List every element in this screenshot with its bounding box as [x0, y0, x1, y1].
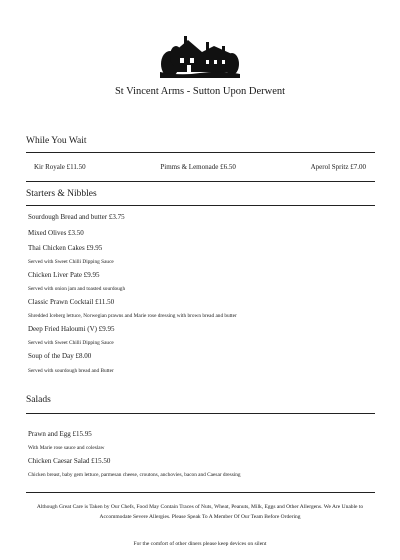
menu-item-name: Thai Chicken Cakes £9.95: [28, 244, 103, 252]
section-divider: [26, 205, 375, 206]
section-title-while-you-wait: While You Wait: [26, 136, 87, 146]
allergen-notice: Although Great Care is Taken by Our Chefs, Food May Contain Traces of Nuts, Wheat, Peanuts, Milk, Eggs and Other Allergens. We Are Unable to Accommodate Severe Allergies. Please Speak To A Member Of Our Team Before Ordering: [36, 504, 364, 520]
menu-item-description: Served with Sweet Chilli Dipping Sauce: [28, 340, 114, 346]
drink-item: Pimms & Lemonade £6.50: [160, 163, 236, 171]
section-divider: [26, 492, 375, 493]
menu-item-description: Shredded Iceberg lettuce, Norwegian prawns and Marie rose dressing with brown bread and butter: [28, 313, 237, 319]
section-divider: [26, 181, 375, 182]
drink-item: Aperol Spritz £7.00: [310, 163, 366, 171]
menu-item-name: Chicken Liver Pate £9.95: [28, 271, 100, 279]
drink-item: Kir Royale £11.50: [34, 163, 86, 171]
section-divider: [26, 152, 375, 153]
menu-item-description: Served with Sweet Chilli Dipping Sauce: [28, 259, 114, 265]
menu-item-name: Chicken Caesar Salad £15.50: [28, 457, 111, 465]
page-title: St Vincent Arms - Sutton Upon Derwent: [114, 86, 286, 97]
pub-building-logo-icon: [160, 32, 240, 78]
menu-item-name: Sourdough Bread and butter £3.75: [28, 213, 125, 221]
devices-notice: For the comfort of other diners please keep devices on silent: [133, 541, 267, 547]
menu-item-name: Deep Fried Haloumi (V) £9.95: [28, 325, 115, 333]
menu-item-name: Prawn and Egg £15.95: [28, 430, 92, 438]
menu-item-name: Classic Prawn Cocktail £11.50: [28, 298, 115, 306]
menu-item-description: Served with onion jam and toasted sourdough: [28, 286, 126, 292]
menu-item-description: With Marie rose sauce and coleslaw: [28, 445, 105, 451]
section-title-starters: Starters & Nibbles: [26, 189, 97, 199]
menu-item-description: Served with sourdough bread and Butter: [28, 368, 114, 374]
menu-item-name: Mixed Olives £3.50: [28, 229, 84, 237]
section-divider: [26, 413, 375, 414]
drinks-row: [34, 163, 366, 171]
section-title-salads: Salads: [26, 395, 51, 405]
menu-item-name: Soup of the Day £8.00: [28, 352, 92, 360]
menu-item-description: Chicken breast, baby gem lettuce, parmesan cheese, croutons, anchovies, bacon and Caesar dressing: [28, 472, 241, 478]
